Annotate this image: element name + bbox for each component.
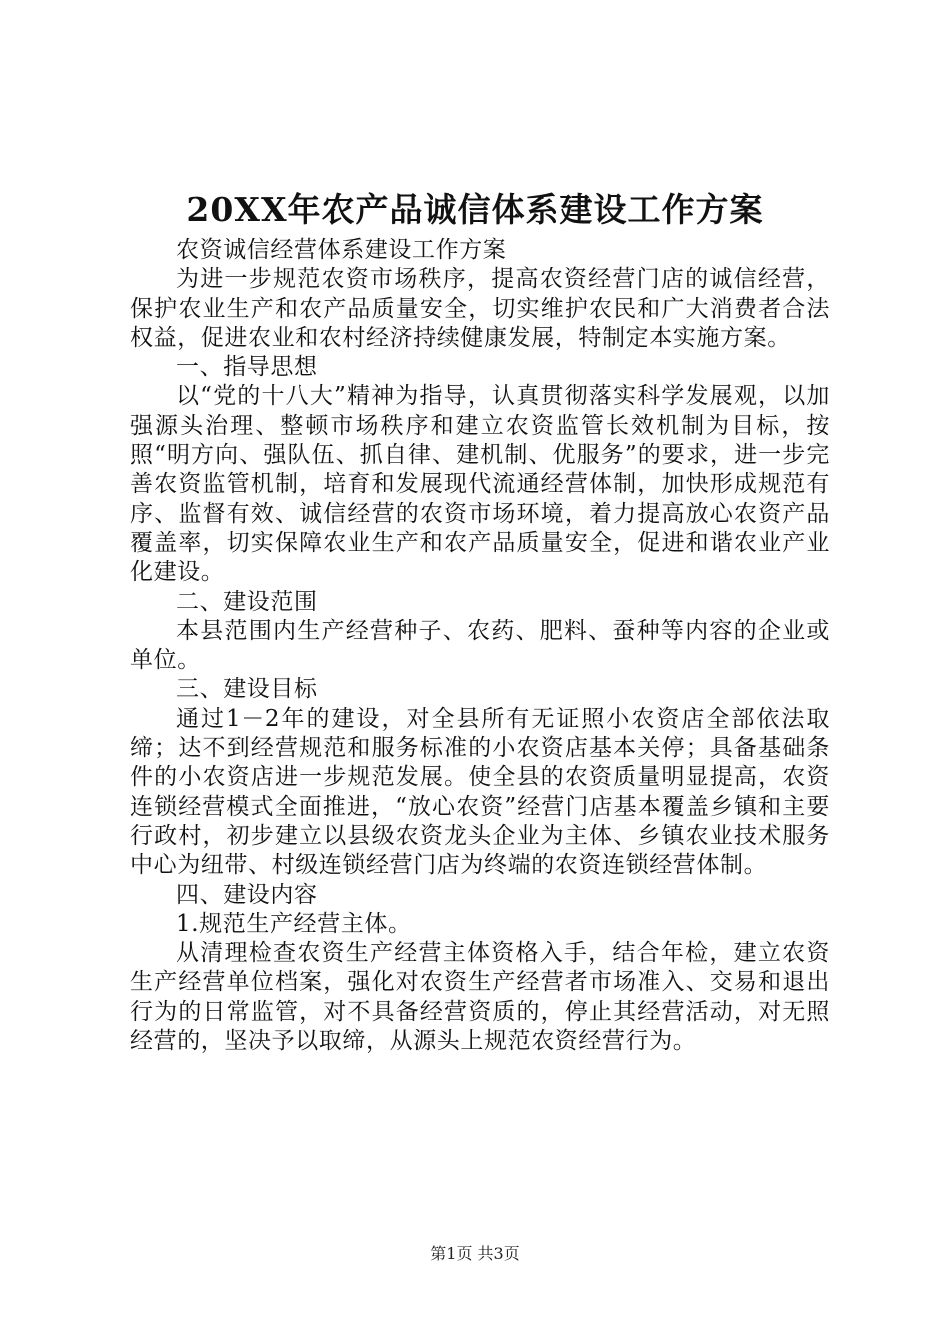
paragraph-goals: 通过1－2年的建设，对全县所有无证照小农资店全部依法取缔；达不到经营规范和服务标准的小农资店基本关停；具备基础条件的小农资店进一步规范发展。使全县的农资质量明显提高，农资连锁经营模式全面推进，“放心农资”经营门店基本覆盖乡镇和主要行政村，初步建立以县级农资龙头企业为主体、乡镇农业技术服务中心为纽带、村级连锁经营门店为终端的农资连锁经营体制。 bbox=[130, 705, 830, 879]
subheading-regulate-entities: 1.规范生产经营主体。 bbox=[176, 910, 412, 937]
paragraph-regulate-entities: 从清理检查农资生产经营主体资格入手，结合年检，建立农资生产经营单位档案，强化对农资生产经营者市场准入、交易和退出行为的日常监管，对不具备经营资质的，停止其经营活动，对无照经营的，坚决予以取缔，从源头上规范农资经营行为。 bbox=[130, 940, 830, 1055]
section-heading-guiding-thought: 一、指导思想 bbox=[176, 354, 318, 381]
paragraph-guiding-thought: 以“党的十八大”精神为指导，认真贯彻落实科学发展观，以加强源头治理、整顿市场秩序和建立农资监管长效机制为目标，按照“明方向、强队伍、抓自律、建机制、优服务”的要求，进一步完善农资监管机制，培育和发展现代流通经营体制，加快形成规范有序、监督有效、诚信经营的农资市场环境，着力提高放心农资产品覆盖率，切实保障农业生产和农产品质量安全，促进和谐农业产业化建设。 bbox=[130, 383, 830, 586]
document-title: 20XX年农产品诚信体系建设工作方案 bbox=[186, 190, 764, 229]
section-heading-goals: 三、建设目标 bbox=[176, 676, 318, 703]
page-footer: 第1页 共3页 bbox=[430, 1244, 520, 1263]
paragraph-scope: 本县范围内生产经营种子、农药、肥料、蚕种等内容的企业或单位。 bbox=[130, 617, 830, 674]
paragraph-subtitle: 农资诚信经营体系建设工作方案 bbox=[176, 237, 507, 263]
paragraph-intro: 为进一步规范农资市场秩序，提高农资经营门店的诚信经营，保护农业生产和农产品质量安全，切实维护农民和广大消费者合法权益，促进农业和农村经济持续健康发展，特制定本实施方案。 bbox=[130, 266, 830, 351]
section-heading-scope: 二、建设范围 bbox=[176, 588, 318, 615]
section-heading-content: 四、建设内容 bbox=[176, 881, 318, 908]
document-body bbox=[130, 236, 830, 1056]
